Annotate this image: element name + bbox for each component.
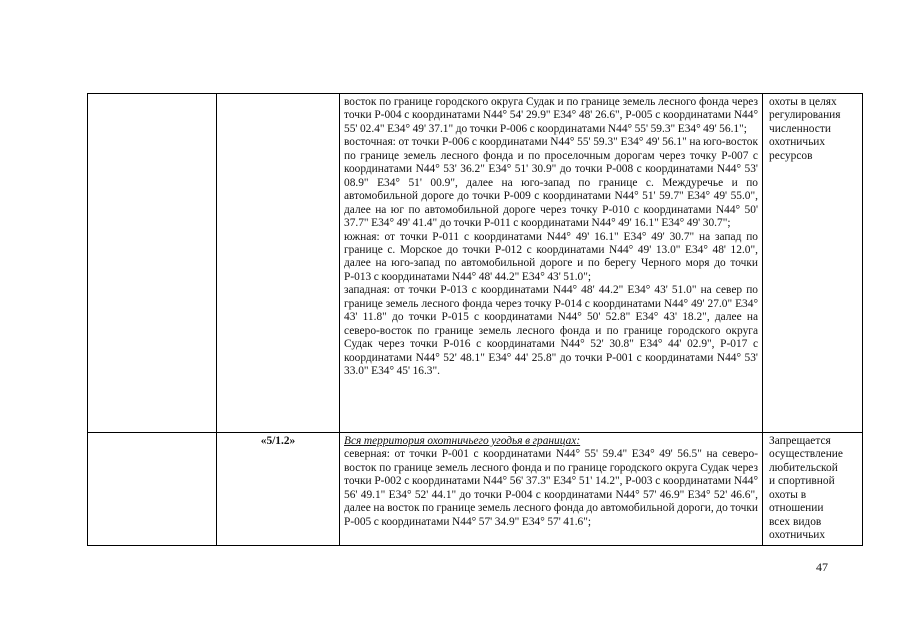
restriction-line: численности — [769, 122, 831, 135]
restriction-line: охотничьих — [769, 529, 826, 542]
zone-code-cell — [217, 94, 340, 433]
boundary-paragraph: южная: от точки Р-011 с координатами N44° 49' 16.1" E34° 49' 30.7" на запад по границе с. Морское до точки Р-012 с координатами N44° 49' 13.0" E34° 48' 12.0", далее на юго-запад по автомобильной дороге и по берегу Черного моря до точки Р-013 с координатами N44° 48' 44.2" E34° 43' 51.0"; — [344, 230, 758, 283]
table-cell-empty — [88, 94, 217, 433]
restriction-line: охоты в целях — [769, 96, 837, 108]
page-number: 47 — [816, 560, 828, 574]
restriction-line: и спортивной — [769, 475, 835, 488]
table-row — [88, 94, 863, 433]
zone-code: «5/1.2» — [260, 435, 296, 447]
restriction-line: охотничьих — [769, 136, 826, 149]
restriction-cell — [763, 433, 863, 546]
restriction-line: регулирования — [769, 109, 841, 122]
zone-code — [217, 94, 339, 96]
table-row — [88, 433, 863, 546]
boundary-description-cell — [340, 433, 763, 546]
restriction-line: охоты в — [769, 488, 807, 501]
restriction-line: осуществление — [769, 448, 843, 461]
restriction-line: ресурсов — [769, 149, 813, 162]
boundary-paragraph: северная: от точки Р-001 с координатами N44° 55' 59.4" E34° 49' 56.5" на северо-восток по границе земель лесного фонда и по границе городского округа Судак через точки Р-002 с координатами N44° 56' 37.3" E34° 51' 14.2", Р-003 с координатами N44° 56' 49.1" E34° 52' 44.1" до точки Р-004 с координатами N44° 57' 46.9" E34° 52' 46.6", далее на восток по границе земель лесного фонда до автомобильной дороги, до точки Р-005 с координатами N44° 57' 34.9" E34° 57' 41.6"; — [344, 448, 758, 528]
restriction-cell — [763, 94, 863, 433]
boundary-paragraph: восточная: от точки Р-006 с координатами N44° 55' 59.3" E34° 49' 56.1" на юго-восток по границе земель лесного фонда и по проселочным дорогам через точку Р-007 с координатами N44° 53' 36.2" E34° 51' 30.9" до точки Р-008 с координатами N44° 53' 08.9" E34° 51' 00.9", далее на юго-запад по границе с. Междуречье и по автомобильной дороге до точки Р-009 с координатами N44° 51' 59.7" E34° 49' 55.0", далее на юг по автомобильной дороге через точку Р-010 с координатами N44° 50' 37.7" E34° 49' 41.4" до точки Р-011 с координатами N44° 49' 16.1" E34° 49' 30.7"; — [344, 136, 758, 230]
boundary-description-cell — [340, 94, 763, 433]
restriction-line: любительской — [769, 461, 838, 474]
restriction-line: отношении — [769, 502, 824, 515]
boundary-paragraph: западная: от точки Р-013 с координатами N44° 48' 44.2" E34° 43' 51.0" на север по границе земель лесного фонда через точку Р-014 с координатами N44° 49' 27.0" E34° 43' 11.8" до точки Р-015 с координатами N44° 50' 52.8" E34° 43' 18.2", далее на северо-восток по границе земель лесного фонда и по границе городского округа Судак через точки Р-016 с координатами N44° 52' 30.8" E34° 44' 02.9", Р-017 с координатами N44° 52' 48.1" E34° 44' 25.8" до точки Р-001 с координатами N44° 53' 33.0" E34° 45' 16.3". — [344, 284, 758, 378]
zone-code-cell — [217, 433, 340, 546]
boundary-heading: Вся территория охотничьего угодья в границах: — [344, 435, 581, 447]
restriction-line: Запрещается — [769, 435, 831, 447]
restriction-line: всех видов — [769, 515, 822, 528]
hunting-grounds-table — [87, 93, 863, 546]
boundary-paragraph: восток по границе городского округа Судак и по границе земель лесного фонда через точки Р-004 с координатами N44° 54' 29.9" E34° 48' 26.6", Р-005 с координатами N44° 55' 02.4" E34° 49' 37.1" до точки Р-006 с координатами N44° 55' 59.3" E34° 49' 56.1"; — [344, 96, 758, 135]
table-cell-empty — [88, 433, 217, 546]
